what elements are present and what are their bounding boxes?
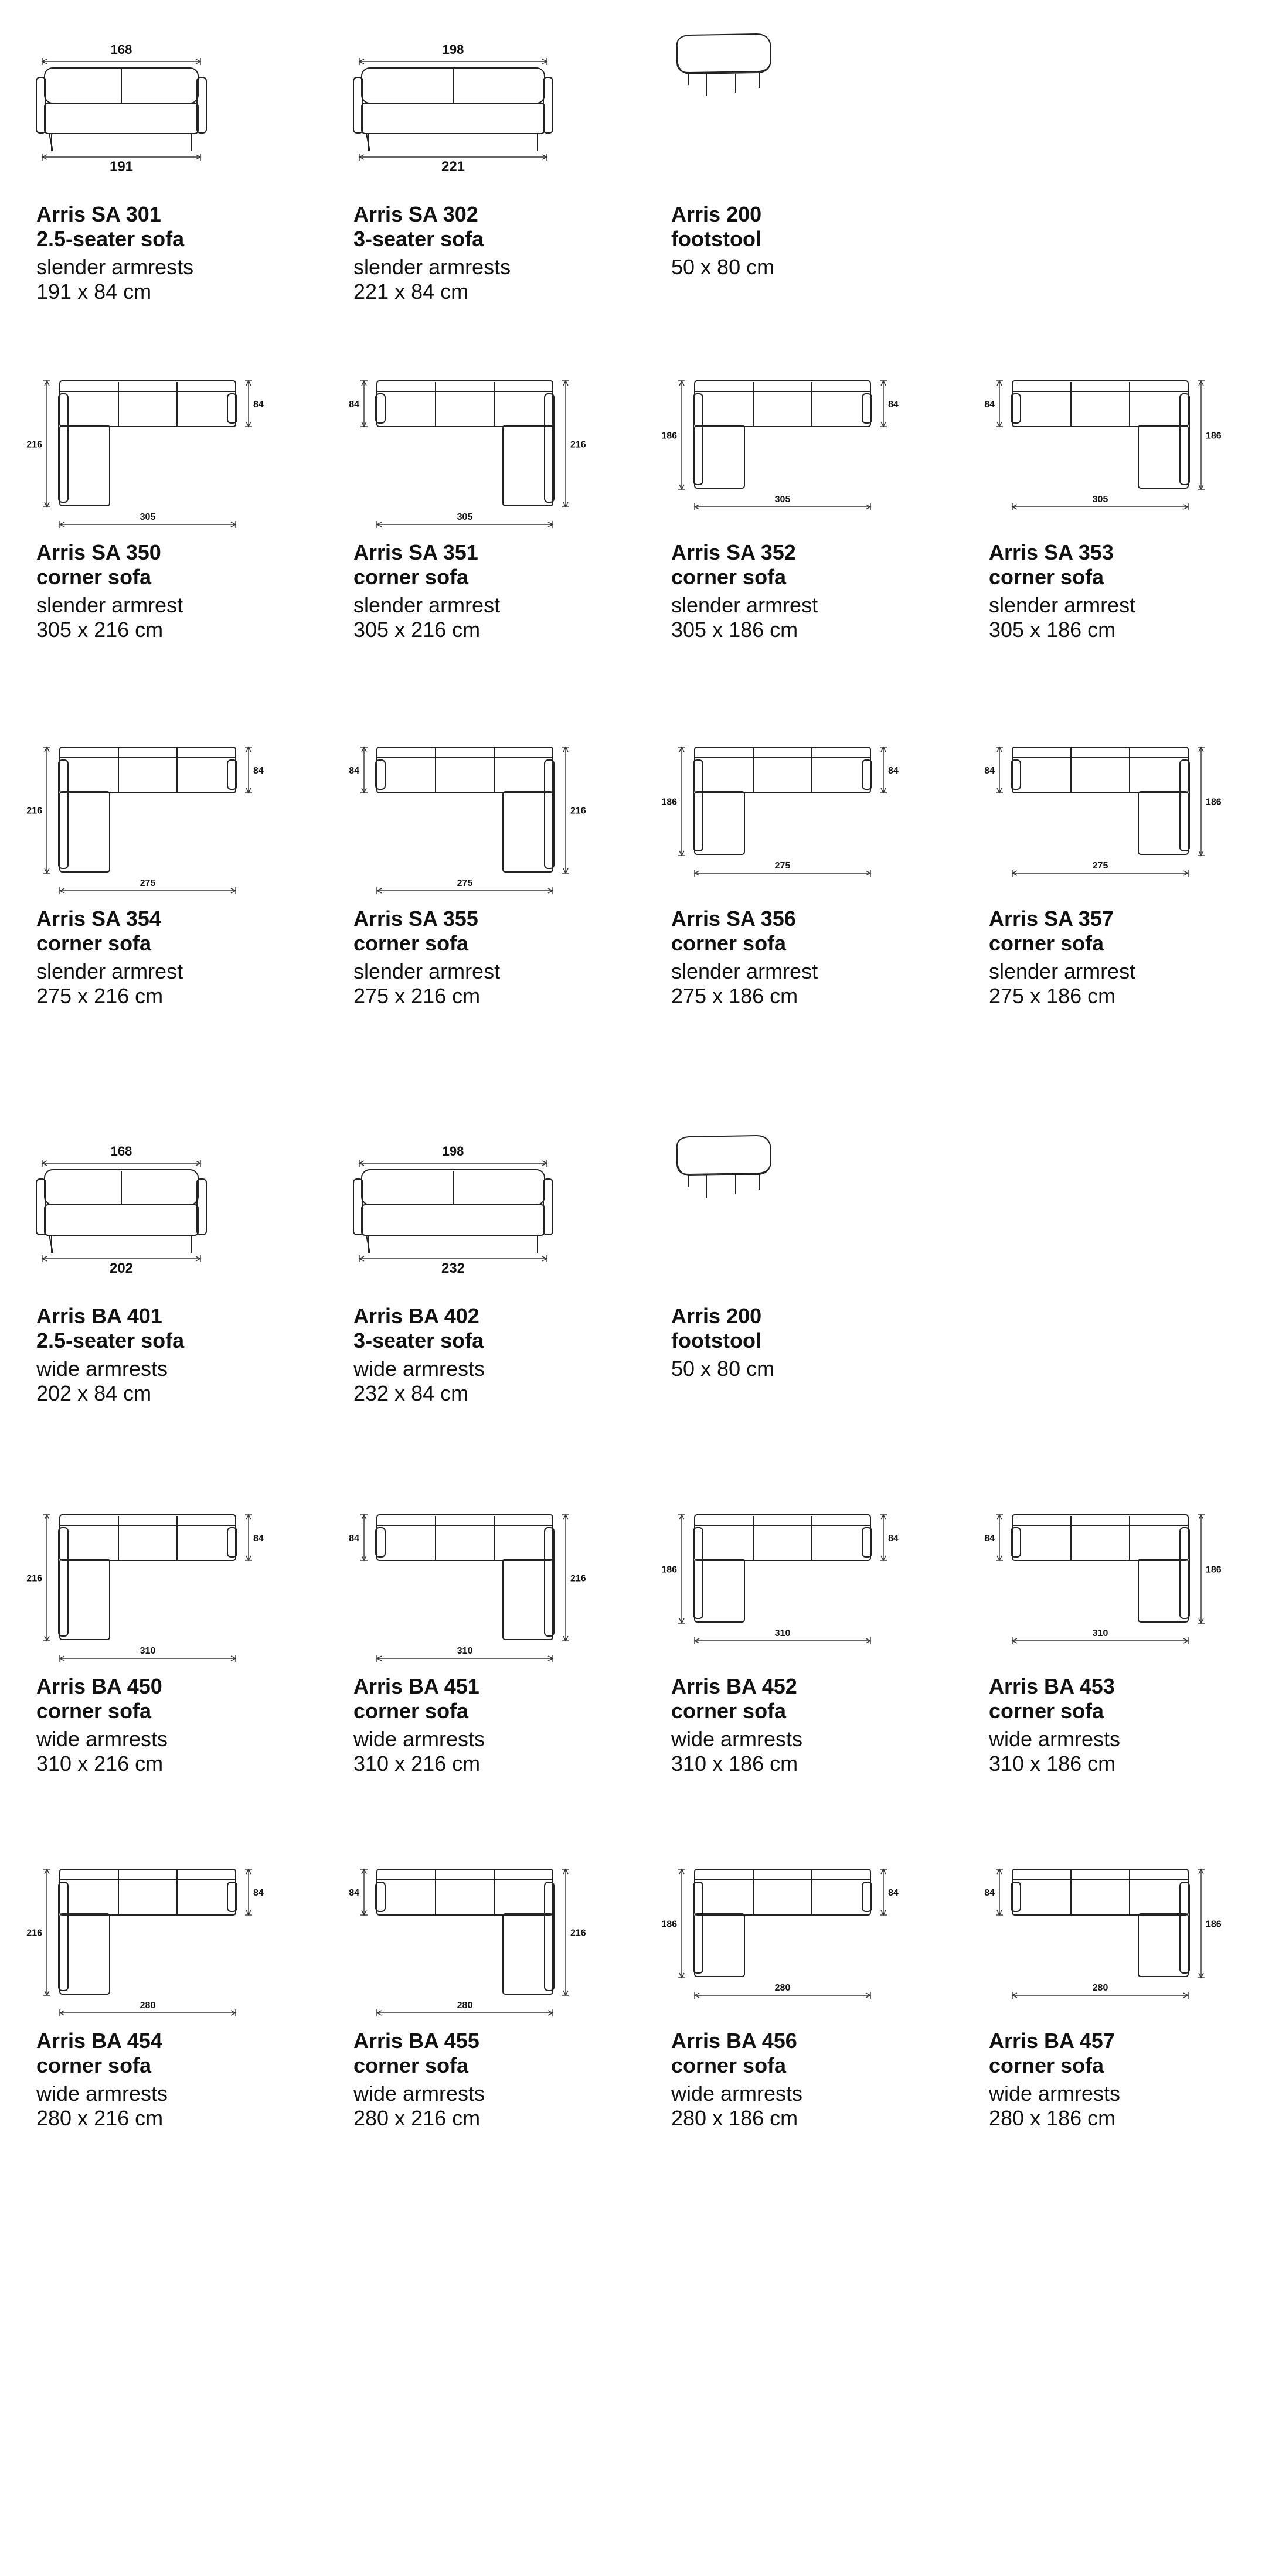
dimension-label: 84 [984, 400, 995, 410]
product-info [671, 2029, 802, 2131]
seat-outline [45, 103, 198, 134]
product-size: 221 x 84 cm [353, 280, 469, 304]
dimension-label: 216 [570, 1928, 586, 1938]
product-size: 310 x 216 cm [353, 1752, 481, 1776]
armrest-type: slender armrest [989, 959, 1136, 983]
product-size: 275 x 186 cm [671, 984, 798, 1008]
dimension-label: 84 [984, 1888, 995, 1898]
product-size: 232 x 84 cm [353, 1381, 469, 1405]
product-card [661, 1503, 976, 1776]
product-size: 280 x 216 cm [36, 2106, 164, 2130]
product-size: 310 x 186 cm [989, 1752, 1116, 1776]
dimension-label: 186 [661, 431, 677, 441]
product-type: corner sofa [671, 565, 787, 589]
product-card [353, 23, 658, 304]
product-type: corner sofa [671, 1699, 787, 1723]
product-size: 191 x 84 cm [36, 280, 152, 304]
sofa-drawing [661, 369, 976, 539]
sofa-body [377, 747, 553, 793]
chaise-longue [60, 425, 110, 506]
product-size: 280 x 186 cm [989, 2106, 1116, 2130]
dimension-label: 168 [110, 1144, 132, 1158]
dimension-label: 84 [253, 1888, 264, 1898]
product-size: 280 x 216 cm [353, 2106, 481, 2130]
chaise-longue [695, 1559, 744, 1622]
product-card [36, 23, 341, 304]
sofa-body [1012, 1515, 1188, 1560]
sofa-body [377, 381, 553, 427]
product-card [661, 1858, 976, 2130]
dimension-label: 305 [457, 512, 473, 522]
armrest-type: slender armrests [36, 255, 194, 279]
sofa-drawing [661, 1858, 976, 2028]
seat-outline [362, 1205, 545, 1235]
product-size: 202 x 84 cm [36, 1381, 152, 1405]
product-name: Arris BA 453 [989, 1674, 1115, 1698]
product-card [349, 1858, 658, 2130]
product-card [26, 1858, 341, 2130]
dimension-label: 275 [1092, 861, 1108, 871]
product-name: Arris SA 351 [353, 540, 478, 564]
armrest-type: slender armrests [353, 255, 511, 279]
product-name: Arris BA 457 [989, 2029, 1115, 2053]
dimension-label: 84 [349, 1534, 359, 1543]
product-size: 310 x 186 cm [671, 1752, 798, 1776]
product-name: Arris SA 355 [353, 907, 478, 931]
dimension-label: 305 [774, 495, 791, 505]
product-info [989, 540, 1135, 642]
dimension-label: 186 [1206, 431, 1222, 441]
dimension-label: 310 [1092, 1628, 1108, 1638]
footstool-top [677, 34, 771, 73]
product-size: 50 x 80 cm [671, 1357, 775, 1381]
dimension-label: 84 [349, 1888, 359, 1898]
product-info [353, 1304, 485, 1406]
sofa-body [60, 1515, 236, 1560]
sofa-drawing [984, 1858, 1272, 2028]
dimension-label: 84 [349, 766, 359, 776]
product-card [984, 1503, 1272, 1776]
product-name: Arris SA 302 [353, 202, 478, 226]
product-info [36, 907, 183, 1008]
sofa-body [1012, 747, 1188, 793]
sofa-body [377, 1515, 553, 1560]
product-type: 2.5-seater sofa [36, 227, 185, 251]
product-size: 305 x 186 cm [989, 618, 1116, 642]
chaise-longue [1138, 1559, 1188, 1622]
product-card [661, 735, 976, 1008]
product-card [26, 369, 341, 642]
dimension-label: 198 [442, 1144, 464, 1158]
product-card [349, 735, 658, 1008]
armrest-type: wide armrests [989, 2081, 1121, 2105]
sofa-drawing [26, 369, 341, 539]
product-info [36, 1674, 168, 1776]
armrest-type: wide armrests [36, 1727, 168, 1751]
product-size: 305 x 186 cm [671, 618, 798, 642]
product-name: Arris BA 456 [671, 2029, 797, 2053]
dimension-label: 84 [984, 766, 995, 776]
product-name: Arris BA 455 [353, 2029, 479, 2053]
armrest-type: wide armrests [353, 1357, 485, 1381]
dimension-label: 305 [140, 512, 156, 522]
product-name: Arris SA 352 [671, 540, 796, 564]
dimension-label: 280 [774, 1983, 791, 1993]
sofa-body [695, 1869, 870, 1915]
product-info [36, 540, 183, 642]
armrest-type: slender armrest [36, 593, 183, 617]
product-info [671, 540, 818, 642]
product-card [671, 1125, 976, 1395]
chaise-longue [695, 425, 744, 488]
product-type: corner sofa [36, 931, 152, 955]
product-size: 275 x 216 cm [36, 984, 164, 1008]
product-type: corner sofa [989, 565, 1104, 589]
dimension-label: 186 [661, 1919, 677, 1930]
dimension-label: 305 [1092, 495, 1108, 505]
product-card [349, 369, 658, 642]
product-info [989, 907, 1135, 1008]
dimension-label: 310 [774, 1628, 791, 1638]
dimension-label: 186 [661, 1565, 677, 1575]
product-card [26, 735, 341, 1008]
product-name: Arris BA 452 [671, 1674, 797, 1698]
sofa-drawing [353, 23, 658, 193]
sofa-drawing [36, 1125, 341, 1295]
chaise-longue [1138, 792, 1188, 854]
product-size: 280 x 186 cm [671, 2106, 798, 2130]
product-info [36, 2029, 168, 2131]
product-name: Arris SA 350 [36, 540, 161, 564]
dimension-label: 186 [1206, 1919, 1222, 1930]
product-card [26, 1503, 341, 1776]
product-card [349, 1503, 658, 1776]
product-info [353, 540, 500, 642]
sofa-body [695, 747, 870, 793]
dimension-label: 84 [888, 1534, 899, 1543]
sofa-body [60, 1869, 236, 1915]
armrest-type: wide armrests [353, 1727, 485, 1751]
product-name: Arris SA 354 [36, 907, 161, 931]
product-name: Arris BA 451 [353, 1674, 479, 1698]
chaise-longue [60, 1914, 110, 1994]
seat-outline [45, 1205, 198, 1235]
chaise-longue [503, 1559, 553, 1640]
dimension-label: 168 [110, 42, 132, 57]
chaise-longue [503, 1914, 553, 1994]
chaise-longue [695, 1914, 744, 1977]
sofa-drawing [984, 369, 1272, 539]
armrest-type: slender armrest [36, 959, 183, 983]
sofa-body [377, 1869, 553, 1915]
product-type: 2.5-seater sofa [36, 1328, 185, 1352]
dimension-label: 216 [570, 1573, 586, 1584]
armrest-type: wide armrests [36, 2081, 168, 2105]
product-type: corner sofa [353, 2053, 469, 2077]
product-type: 3-seater sofa [353, 227, 484, 251]
sofa-body [1012, 381, 1188, 427]
dimension-label: 202 [109, 1260, 134, 1276]
product-name: Arris SA 301 [36, 202, 161, 226]
sofa-drawing [349, 369, 658, 539]
product-card [661, 369, 976, 642]
product-size: 275 x 216 cm [353, 984, 481, 1008]
sofa-drawing [36, 23, 341, 193]
seat-outline [362, 103, 545, 134]
product-size: 305 x 216 cm [353, 618, 481, 642]
sofa-drawing [26, 735, 341, 905]
product-name: Arris SA 357 [989, 907, 1114, 931]
dimension-label: 280 [140, 2001, 156, 2011]
dimension-label: 275 [140, 878, 156, 888]
sofa-body [60, 747, 236, 793]
product-info [353, 907, 500, 1008]
product-info [671, 202, 774, 280]
dimension-label: 84 [984, 1534, 995, 1543]
product-type: corner sofa [989, 2053, 1104, 2077]
dimension-label: 310 [140, 1646, 156, 1656]
armrest-type: slender armrest [353, 959, 501, 983]
product-card [984, 1858, 1272, 2130]
dimension-label: 216 [570, 439, 586, 450]
dimension-label: 186 [1206, 1565, 1222, 1575]
footstool-top [677, 1136, 771, 1174]
product-card [984, 735, 1272, 1008]
product-type: corner sofa [36, 2053, 152, 2077]
product-type: corner sofa [989, 931, 1104, 955]
product-name: Arris BA 454 [36, 2029, 162, 2053]
armrest-type: wide armrests [989, 1727, 1121, 1751]
product-name: Arris SA 356 [671, 907, 796, 931]
product-card [36, 1125, 341, 1405]
product-card [671, 23, 976, 293]
product-name: Arris BA 402 [353, 1304, 479, 1328]
product-info [353, 2029, 485, 2131]
dimension-label: 280 [1092, 1983, 1108, 1993]
product-info [353, 1674, 485, 1776]
dimension-label: 84 [253, 1534, 264, 1543]
dimension-label: 84 [888, 400, 899, 410]
sofa-body [1012, 1869, 1188, 1915]
sofa-drawing [984, 1503, 1272, 1673]
product-type: corner sofa [353, 1699, 469, 1723]
product-info [353, 202, 511, 304]
dimension-label: 186 [661, 797, 677, 807]
sofa-drawing [671, 23, 976, 193]
product-type: corner sofa [353, 565, 469, 589]
sofa-body [695, 381, 870, 427]
sofa-body [695, 1515, 870, 1560]
armrest-type: wide armrests [36, 1357, 168, 1381]
dimension-label: 216 [26, 439, 42, 450]
dimension-label: 280 [457, 2001, 473, 2011]
product-type: footstool [671, 227, 761, 251]
armrest-type: wide armrests [671, 1727, 803, 1751]
product-info [671, 907, 818, 1008]
chaise-longue [695, 792, 744, 854]
sofa-drawing [661, 1503, 976, 1673]
sofa-body [60, 381, 236, 427]
dimension-label: 84 [253, 766, 264, 776]
dimension-label: 232 [441, 1260, 465, 1276]
dimension-label: 186 [1206, 797, 1222, 807]
dimension-label: 216 [26, 1573, 42, 1584]
sofa-drawing [984, 735, 1272, 905]
product-type: corner sofa [36, 1699, 152, 1723]
product-type: corner sofa [353, 931, 469, 955]
chaise-longue [60, 1559, 110, 1640]
product-info [989, 2029, 1120, 2131]
dimension-label: 221 [441, 159, 465, 175]
dimension-label: 84 [888, 766, 899, 776]
chaise-longue [1138, 1914, 1188, 1977]
product-type: corner sofa [671, 931, 787, 955]
sofa-drawing [353, 1125, 658, 1295]
chaise-longue [1138, 425, 1188, 488]
product-size: 275 x 186 cm [989, 984, 1116, 1008]
dimension-label: 191 [109, 159, 134, 175]
sofa-drawing [661, 735, 976, 905]
sofa-drawing [26, 1858, 341, 2028]
product-size: 50 x 80 cm [671, 255, 775, 279]
product-type: corner sofa [989, 1699, 1104, 1723]
armrest-type: slender armrest [989, 593, 1136, 617]
chaise-longue [503, 425, 553, 506]
product-card [353, 1125, 658, 1405]
product-type: footstool [671, 1328, 761, 1352]
product-info [36, 202, 193, 304]
product-type: corner sofa [671, 2053, 787, 2077]
product-info [671, 1304, 774, 1381]
dimension-label: 84 [349, 400, 359, 410]
dimension-label: 216 [26, 1928, 42, 1938]
armrest-type: slender armrest [353, 593, 501, 617]
armrest-type: slender armrest [671, 593, 818, 617]
sofa-drawing [349, 1858, 658, 2028]
product-size: 310 x 216 cm [36, 1752, 164, 1776]
chaise-longue [503, 792, 553, 872]
product-type: corner sofa [36, 565, 152, 589]
armrest-type: wide armrests [353, 2081, 485, 2105]
product-card [984, 369, 1272, 642]
armrest-type: wide armrests [671, 2081, 803, 2105]
dimension-label: 275 [774, 861, 791, 871]
product-info [36, 1304, 184, 1406]
product-info [989, 1674, 1120, 1776]
dimension-label: 198 [442, 42, 464, 57]
dimension-label: 310 [457, 1646, 473, 1656]
dimension-label: 84 [888, 1888, 899, 1898]
dimension-label: 275 [457, 878, 473, 888]
product-name: Arris 200 [671, 1304, 762, 1328]
chaise-longue [60, 792, 110, 872]
sofa-drawing [349, 1503, 658, 1673]
sofa-drawing [26, 1503, 341, 1673]
dimension-label: 84 [253, 400, 264, 410]
product-type: 3-seater sofa [353, 1328, 484, 1352]
dimension-label: 216 [26, 806, 42, 816]
product-name: Arris BA 450 [36, 1674, 162, 1698]
product-info [671, 1674, 802, 1776]
armrest-type: slender armrest [671, 959, 818, 983]
sofa-drawing [671, 1125, 976, 1295]
product-name: Arris 200 [671, 202, 762, 226]
product-name: Arris SA 353 [989, 540, 1114, 564]
sofa-drawing [349, 735, 658, 905]
dimension-label: 216 [570, 806, 586, 816]
product-size: 305 x 216 cm [36, 618, 164, 642]
product-name: Arris BA 401 [36, 1304, 162, 1328]
